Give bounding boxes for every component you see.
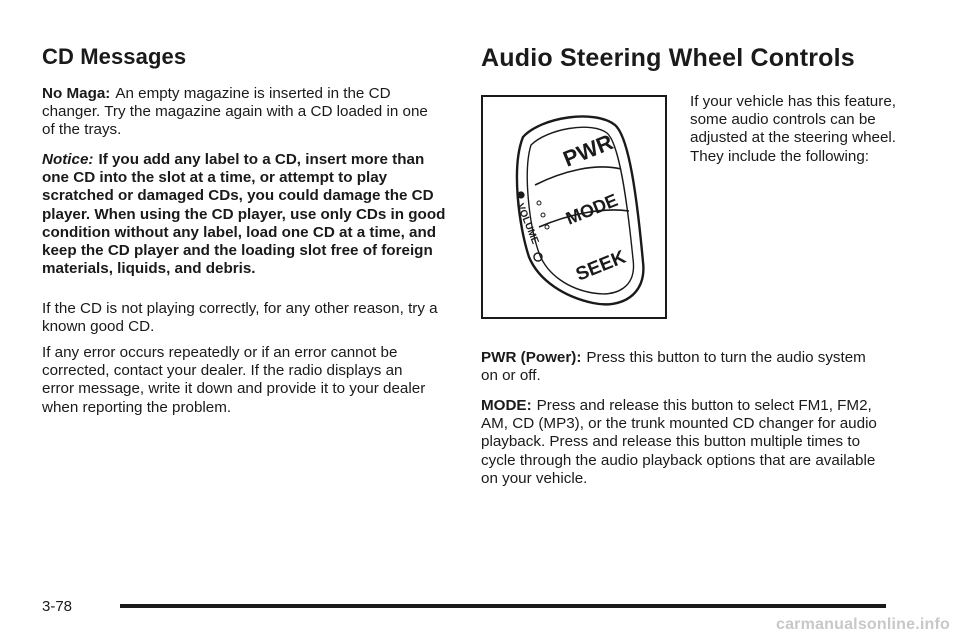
steering-wheel-controls-figure [481,95,667,319]
footer-rule [120,604,886,608]
volume-dot [537,201,541,205]
pwr-term: PWR (Power): [481,349,582,366]
error-paragraph: If any error occurs repeatedly or if an error cannot be corrected, contact your dealer. If the radio displays an error message, write it down and provide it to your dealer when reporting the problem. [42,344,426,416]
notice-paragraph [42,151,447,278]
mode-paragraph [481,397,886,488]
volume-up-dot [517,191,524,198]
volume-dot [545,225,549,229]
divider-pwr-mode [535,167,621,185]
seek-label: SEEK [573,246,629,286]
notice-term: Notice: [42,151,94,168]
intro-paragraph: If your vehicle has this feature, some audio controls can be adjusted at the steering wheel. They include the following: [690,93,897,165]
no-maga-paragraph [42,85,438,140]
section-title-audio-steering-wheel-controls: Audio Steering Wheel Controls [481,44,855,72]
no-maga-text: An empty magazine is inserted in the CD changer. Try the magazine again with a CD loaded in one of the trays. [42,85,428,139]
mode-label: MODE [563,189,621,229]
pwr-text: Press this button to turn the audio system on or off. [481,349,866,385]
volume-label: VOLUME [514,202,541,246]
mode-text: Press and release this button to select FM1, FM2, AM, CD (MP3), or the trunk mounted CD changer for audio playback. Press and release this button multiple times to cycle through the audio playback options that are available on your vehicle. [481,397,877,487]
steering-wheel-controls-illustration [483,97,665,317]
watermark: carmanualsonline.info [775,616,950,633]
notice-text: If you add any label to a CD, insert more than one CD into the slot at a time, or attempt to play scratched or damaged CDs, you could damage the CD player. When using the CD player, use only CDs in good condition without any label, load one CD at a time, and keep the CD player and the loading slot free of foreign materials, liquids, and debris. [42,151,446,278]
pwr-label: PWR [559,129,617,172]
pwr-paragraph [481,349,866,385]
mode-term: MODE: [481,397,532,414]
volume-dot [541,213,545,217]
section-title-cd-messages: CD Messages [42,44,187,69]
no-maga-term: No Maga: [42,85,111,102]
known-good-cd-paragraph: If the CD is not playing correctly, for any other reason, try a known good CD. [42,300,438,336]
page-number: 3-78 [42,598,73,615]
